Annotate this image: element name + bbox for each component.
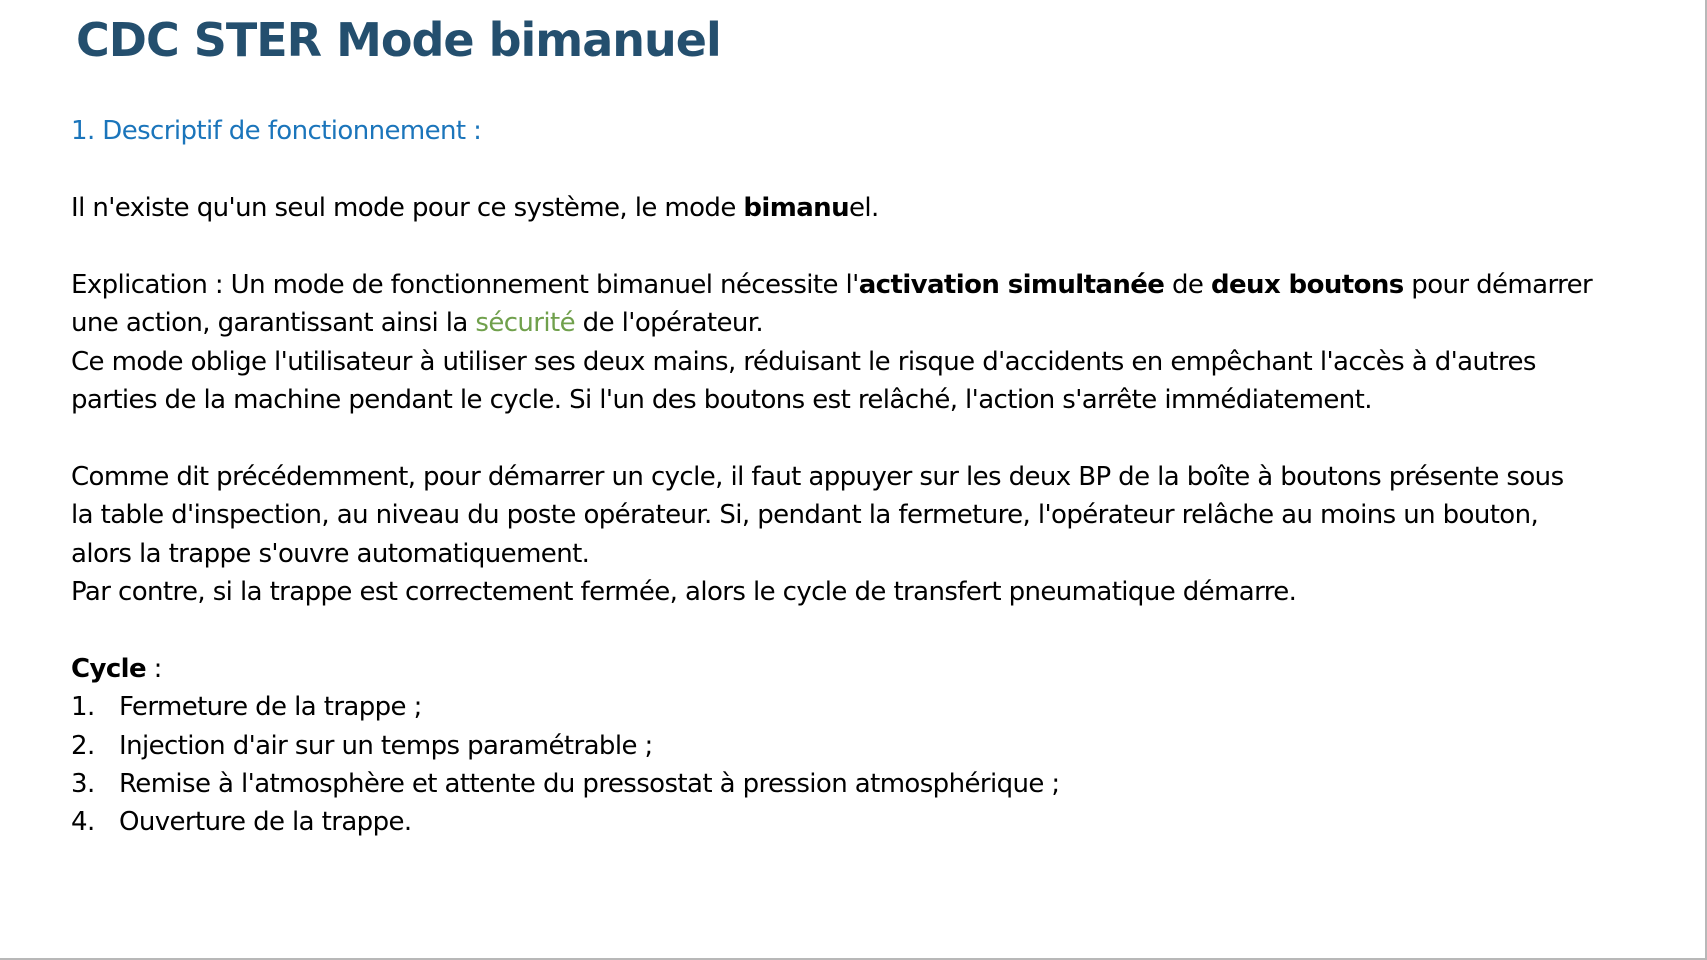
explanation-text: pour démarrer (1403, 269, 1593, 300)
page-title: CDC STER Mode bimanuel (76, 13, 721, 67)
cycle-step-number: 1. (71, 692, 95, 723)
explanation-paragraph (71, 266, 1681, 420)
paragraph-spacer (71, 419, 1681, 457)
explanation-text: de l'opérateur. (575, 308, 764, 339)
explanation-bold-text: activation simultanée (858, 269, 1165, 300)
cycle-step-text: Ouverture de la trappe. (119, 807, 412, 838)
cycle-step-text: Remise à l'atmosphère et attente du pressostat à pression atmosphérique ; (119, 769, 1060, 800)
intro-bold-text: bimanu (743, 193, 849, 223)
cycle-step-number: 4. (71, 807, 95, 838)
explanation-line: parties de la machine pendant le cycle. Si l'un des boutons est relâché, l'action s'arrête immédiatement. (71, 385, 1372, 416)
procedure-line: alors la trappe s'ouvre automatiquement. (71, 538, 590, 569)
explanation-line: Ce mode oblige l'utilisateur à utiliser ses deux mains, réduisant le risque d'accidents en empêchant l'accès à d'autres (71, 346, 1536, 377)
explanation-text: une action, garantissant ainsi la (71, 308, 476, 339)
cycle-steps-list (71, 688, 1681, 842)
explanation-line (71, 266, 1681, 304)
paragraph-spacer (71, 611, 1681, 649)
intro-paragraph (71, 189, 1681, 227)
explanation-text: de (1164, 269, 1211, 300)
cycle-step (71, 803, 1681, 841)
explanation-bold-text: deux boutons (1210, 269, 1404, 300)
cycle-step-text: Fermeture de la trappe ; (119, 692, 422, 723)
cycle-step-text: Injection d'air sur un temps paramétrable ; (119, 730, 653, 761)
paragraph-spacer (71, 227, 1681, 265)
procedure-line: la table d'inspection, au niveau du poste opérateur. Si, pendant la fermeture, l'opérateur relâche au moins un bouton, (71, 500, 1539, 531)
cycle-step-number: 3. (71, 769, 95, 800)
intro-text-after: el. (849, 193, 879, 223)
procedure-line: Comme dit précédemment, pour démarrer un cycle, il faut appuyer sur les deux BP de la boîte à boutons présente sous (71, 461, 1564, 492)
cycle-step (71, 688, 1681, 726)
section-heading: 1. Descriptif de fonctionnement : (71, 116, 482, 146)
cycle-heading (71, 650, 1681, 688)
cycle-label-suffix: : (146, 653, 162, 684)
explanation-text: Explication : Un mode de fonctionnement bimanuel nécessite l' (71, 269, 859, 300)
procedure-paragraph (71, 458, 1681, 612)
explanation-line (71, 304, 1681, 342)
slide-body (71, 189, 1681, 842)
intro-text-before: Il n'existe qu'un seul mode pour ce système, le mode (71, 193, 744, 223)
procedure-line: Par contre, si la trappe est correctement fermée, alors le cycle de transfert pneumatique démarre. (71, 577, 1297, 608)
cycle-step (71, 727, 1681, 765)
cycle-step-number: 2. (71, 730, 95, 761)
cycle-step (71, 765, 1681, 803)
cycle-label: Cycle (71, 653, 146, 684)
securite-highlight: sécurité (475, 308, 576, 339)
